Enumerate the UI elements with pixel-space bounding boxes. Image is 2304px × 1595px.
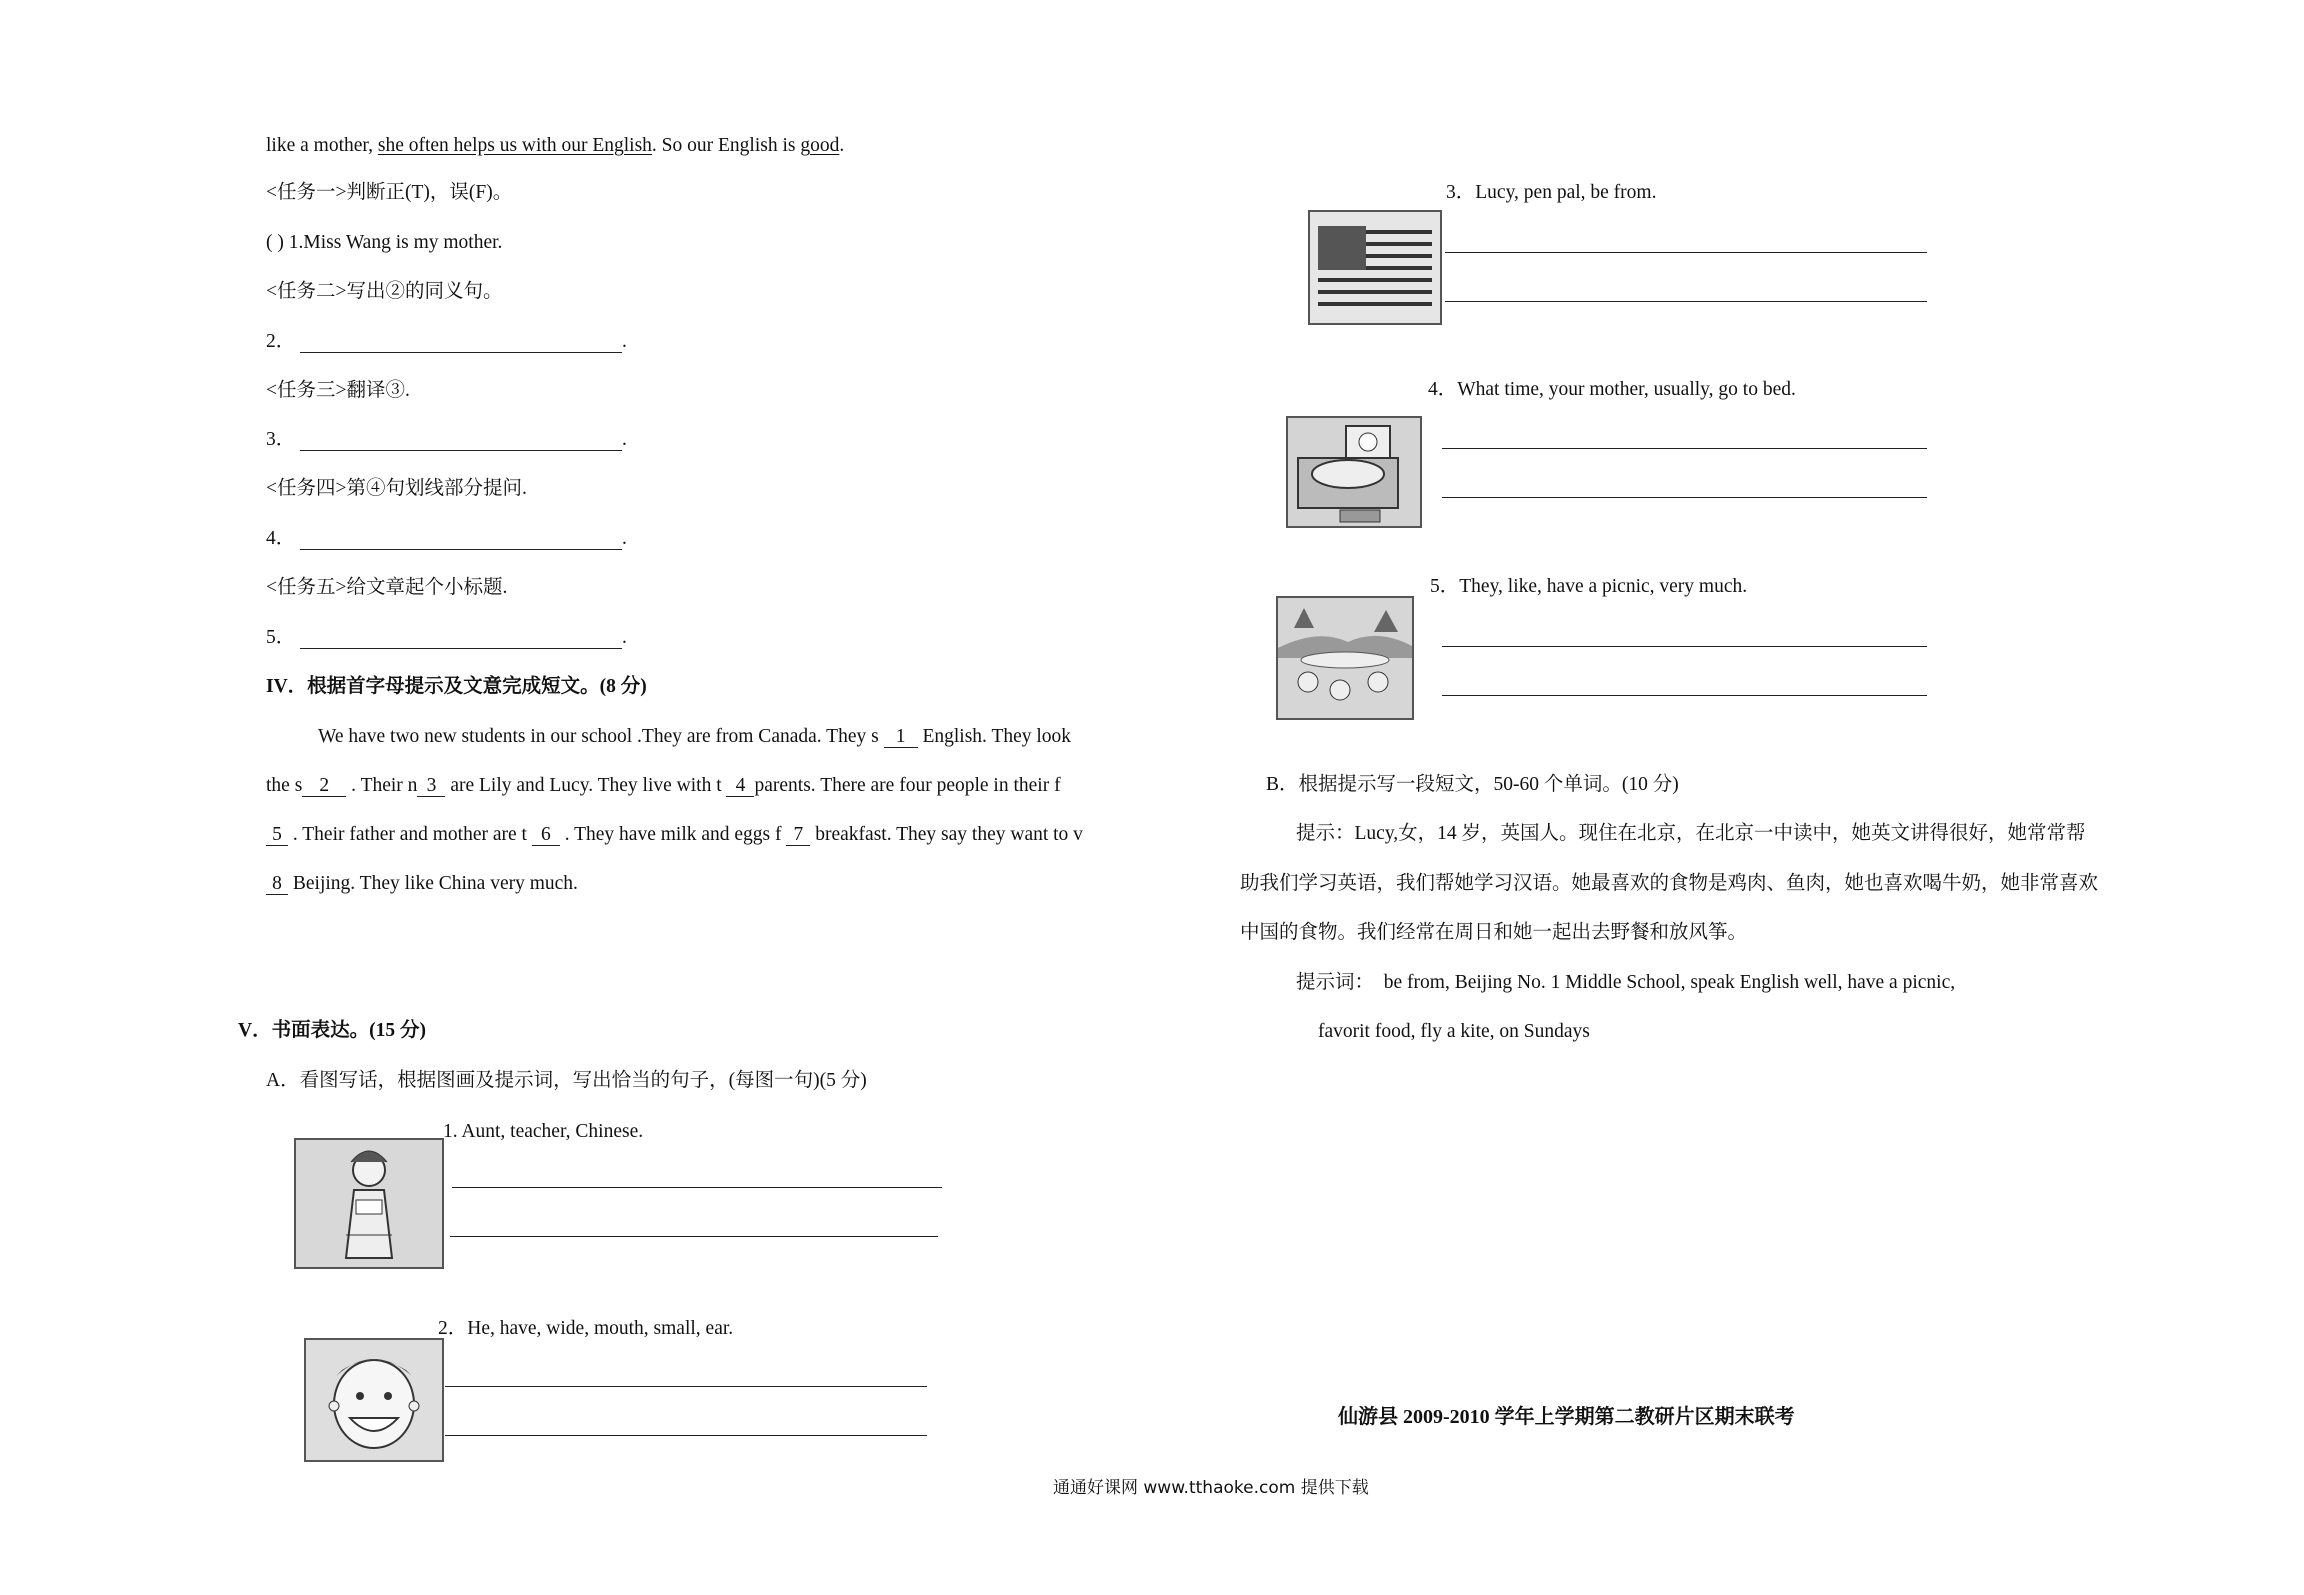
item5-prompt: 5．They, like, have a picnic, very much.: [1430, 576, 1748, 597]
part-a-instruction: A．看图写话，根据图画及提示词，写出恰当的句子，(每图一句)(5 分): [266, 1070, 867, 1091]
item1-answer-line-2[interactable]: [450, 1236, 938, 1237]
task5-number: 5．: [266, 627, 296, 648]
task2-label: <任务二>写出②的同义句。: [266, 281, 503, 302]
task5-label: <任务五>给文章起个小标题.: [266, 577, 508, 598]
underlined-sentence: she often helps us with our English: [377, 135, 652, 156]
task1-label: <任务一>判断正(T)，误(F)。: [266, 182, 513, 203]
blank-2[interactable]: 2: [302, 776, 346, 797]
aunt-drawing-icon: [296, 1140, 442, 1267]
passage-text: . So our English is: [651, 135, 801, 156]
passage-tail: [266, 134, 844, 158]
task5-period: .: [622, 627, 627, 648]
cloze-line-1: [318, 725, 1071, 749]
picnic-drawing-icon: [1278, 598, 1412, 718]
task4-number: 4．: [266, 528, 296, 549]
blank-1[interactable]: 1: [884, 727, 918, 748]
passage-text: .: [839, 135, 845, 156]
task3-label: <任务三>翻译③.: [266, 380, 410, 401]
item4-answer-line-2[interactable]: [1442, 497, 1927, 498]
exam-title: 仙游县 2009-2010 学年上学期第二教研片区期末联考: [1338, 1406, 1795, 1428]
blank-3[interactable]: 3: [417, 776, 445, 797]
hint-line-2: 助我们学习英语，我们帮她学习汉语。她最喜欢的食物是鸡肉、鱼肉，她也喜欢喝牛奶，她非常喜欢: [1240, 873, 2099, 894]
cloze-text: are Lily and Lucy. They live with t: [445, 775, 727, 796]
cloze-text: We have two new students in our school .They are from Canada. They s: [318, 726, 884, 747]
flag-icon: [1310, 212, 1440, 323]
bed-clock-picture: [1286, 416, 1422, 528]
item5-answer-line-2[interactable]: [1442, 695, 1927, 696]
underlined-word: good: [800, 135, 840, 156]
task3-period: .: [622, 429, 627, 450]
task3-number: 3．: [266, 429, 296, 450]
item2-answer-line-2[interactable]: [445, 1435, 927, 1436]
item4-prompt: 4．What time, your mother, usually, go to bed.: [1428, 379, 1796, 400]
task2-number: 2．: [266, 331, 296, 352]
task4-label: <任务四>第④句划线部分提问.: [266, 478, 527, 499]
cloze-text: . Their father and mother are t: [288, 824, 532, 845]
section4-heading: IV．根据首字母提示及文意完成短文。(8 分): [266, 676, 647, 697]
task3-answer-line[interactable]: [300, 450, 622, 451]
item3-prompt: 3．Lucy, pen pal, be from.: [1446, 182, 1657, 203]
bedroom-drawing-icon: [1288, 418, 1420, 526]
task2-answer-line[interactable]: [300, 352, 622, 353]
blank-4[interactable]: 4: [726, 776, 754, 797]
aunt-picture: [294, 1138, 444, 1269]
item2-answer-line-1[interactable]: [445, 1386, 927, 1387]
cloze-line-2: [266, 774, 1061, 798]
footer-credit: 通通好课网 www.tthaoke.com 提供下载: [1053, 1478, 1369, 1498]
blank-6[interactable]: 6: [532, 825, 560, 846]
task2-period: .: [622, 331, 627, 352]
hint-words-label: 提示词：: [1296, 972, 1375, 993]
item1-answer-line-1[interactable]: [452, 1187, 942, 1188]
cloze-text: . They have milk and eggs f: [559, 824, 787, 845]
blank-7[interactable]: 7: [786, 825, 810, 846]
task5-answer-line[interactable]: [300, 648, 622, 649]
item3-answer-line-1[interactable]: [1445, 252, 1927, 253]
task1-question: ( ) 1.Miss Wang is my mother.: [266, 232, 503, 253]
cloze-line-3: [266, 823, 1083, 847]
hint-line-1: 提示：Lucy,女，14 岁，英国人。现住在北京，在北京一中读中，她英文讲得很好，她常常帮: [1296, 823, 2086, 844]
task4-period: .: [622, 528, 627, 549]
cloze-text: parents. There are four people in their f: [754, 775, 1061, 796]
task4-answer-line[interactable]: [300, 549, 622, 550]
usa-flag-picture: [1308, 210, 1442, 325]
passage-text: like a mother,: [266, 135, 378, 156]
item1-prompt: 1. Aunt, teacher, Chinese.: [443, 1121, 644, 1142]
picnic-picture: [1276, 596, 1414, 720]
cloze-text: Beijing. They like China very much.: [288, 873, 578, 894]
cloze-text: the s: [266, 775, 303, 796]
blank-8[interactable]: 8: [266, 874, 288, 895]
hint-line-3: 中国的食物。我们经常在周日和她一起出去野餐和放风筝。: [1240, 922, 1748, 943]
cloze-text: breakfast. They say they want to v: [810, 824, 1083, 845]
section5-heading: V．书面表达。(15 分): [238, 1020, 426, 1041]
cloze-line-4: [266, 872, 578, 896]
item2-prompt: 2．He, have, wide, mouth, small, ear.: [438, 1318, 734, 1339]
hint-words: be from, Beijing No. 1 Middle School, speak English well, have a picnic,: [1383, 972, 1956, 993]
boy-face-picture: [304, 1338, 444, 1462]
cloze-text: . Their n: [346, 775, 418, 796]
item5-answer-line-1[interactable]: [1442, 646, 1927, 647]
item4-answer-line-1[interactable]: [1442, 448, 1927, 449]
cloze-text: English. They look: [917, 726, 1072, 747]
item3-answer-line-2[interactable]: [1445, 301, 1927, 302]
hint-words-line-2: favorit food, fly a kite, on Sundays: [1318, 1021, 1590, 1042]
part-b-instruction: B．根据提示写一段短文，50-60 个单词。(10 分): [1266, 774, 1679, 795]
blank-5[interactable]: 5: [266, 825, 288, 846]
face-drawing-icon: [306, 1340, 442, 1460]
hint-words-line-1: [1296, 971, 1955, 995]
